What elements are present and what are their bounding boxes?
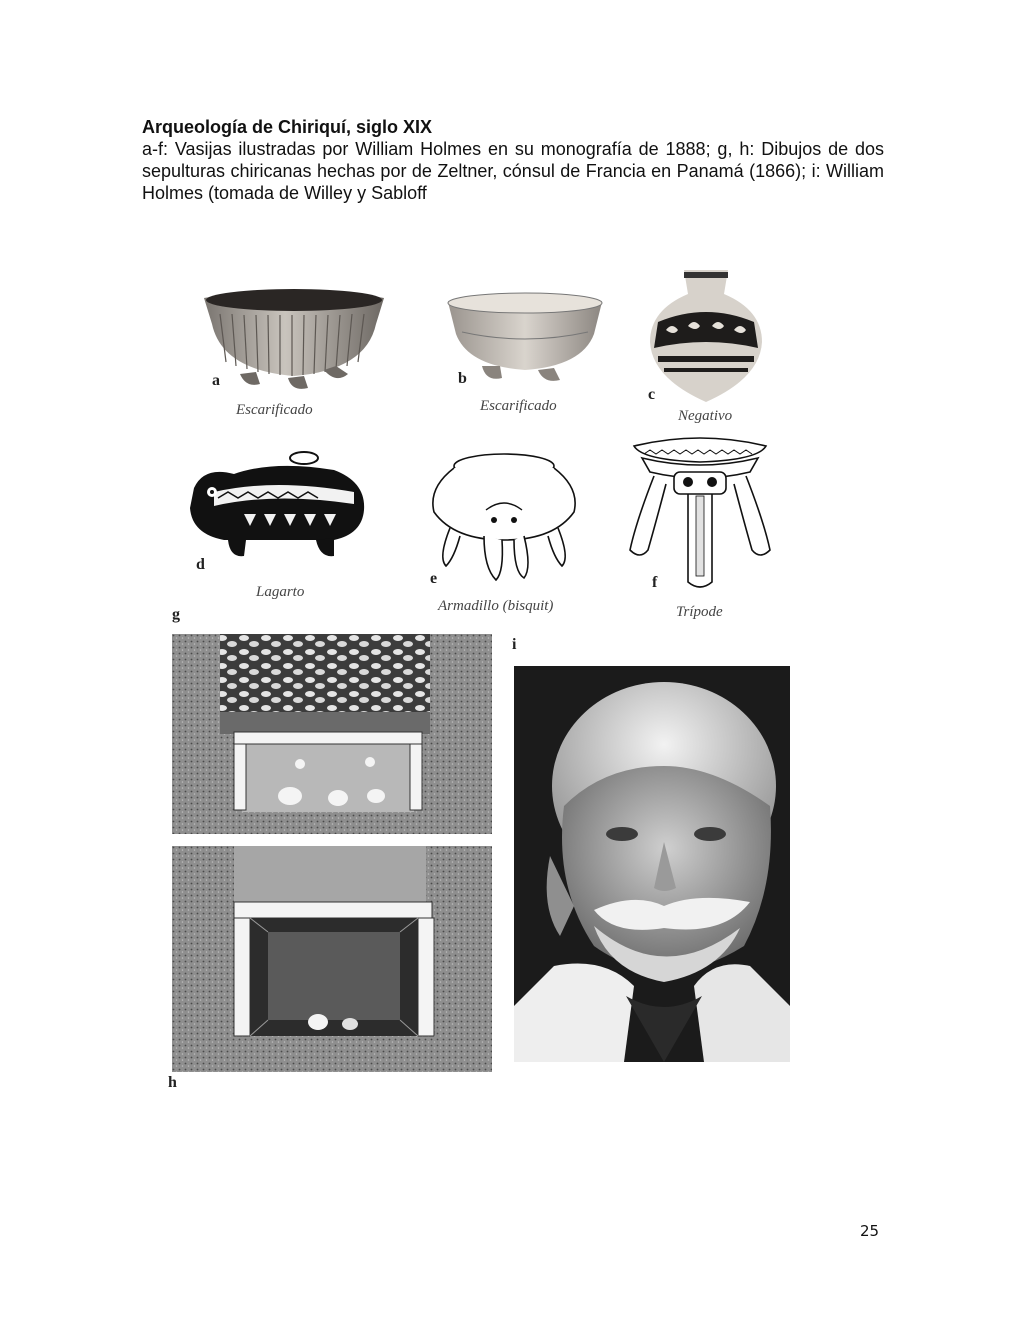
figure-letter-h: h xyxy=(168,1074,177,1091)
caption-title: Arqueología de Chiriquí, siglo XIX xyxy=(142,117,433,137)
vessel-f-drawing xyxy=(626,432,774,592)
figure-letter-g: g xyxy=(172,606,180,623)
figure-letter-d: d xyxy=(196,556,205,573)
vessel-c-label: Negativo xyxy=(678,408,733,424)
tomb-h-drawing xyxy=(172,846,492,1072)
figure-letter-a: a xyxy=(212,372,220,389)
figure-letter-b: b xyxy=(458,370,467,387)
vessel-d-drawing xyxy=(184,448,372,568)
caption-body: a-f: Vasijas ilustradas por William Holmes en su monografía de 1888; g, h: Dibujos de dos sepulturas chiricanas hechas por de Zeltner, cónsul de Francia en Panamá (1866); i: William Holmes (tomada de Willey y Sabloff xyxy=(142,139,884,203)
vessel-b-label: Escarificado xyxy=(480,398,557,414)
figure-letter-f: f xyxy=(652,574,658,591)
vessel-a-label: Escarificado xyxy=(236,402,313,418)
vessel-e-label: Armadillo (bisquit) xyxy=(438,598,554,614)
vessel-a-drawing xyxy=(196,284,392,396)
page-number: 25 xyxy=(860,1222,880,1240)
figure-letter-c: c xyxy=(648,386,656,403)
tomb-g-drawing xyxy=(172,634,492,834)
figure-letter-i: i xyxy=(512,636,517,653)
vessel-e-drawing xyxy=(424,448,584,588)
vessel-d-label: Lagarto xyxy=(256,584,305,600)
figure-letter-e: e xyxy=(430,570,438,587)
vessel-f-label: Trípode xyxy=(676,604,723,620)
figure-caption xyxy=(142,116,884,204)
vessel-c-drawing xyxy=(644,266,768,406)
portrait-photo-holmes xyxy=(514,666,790,1062)
